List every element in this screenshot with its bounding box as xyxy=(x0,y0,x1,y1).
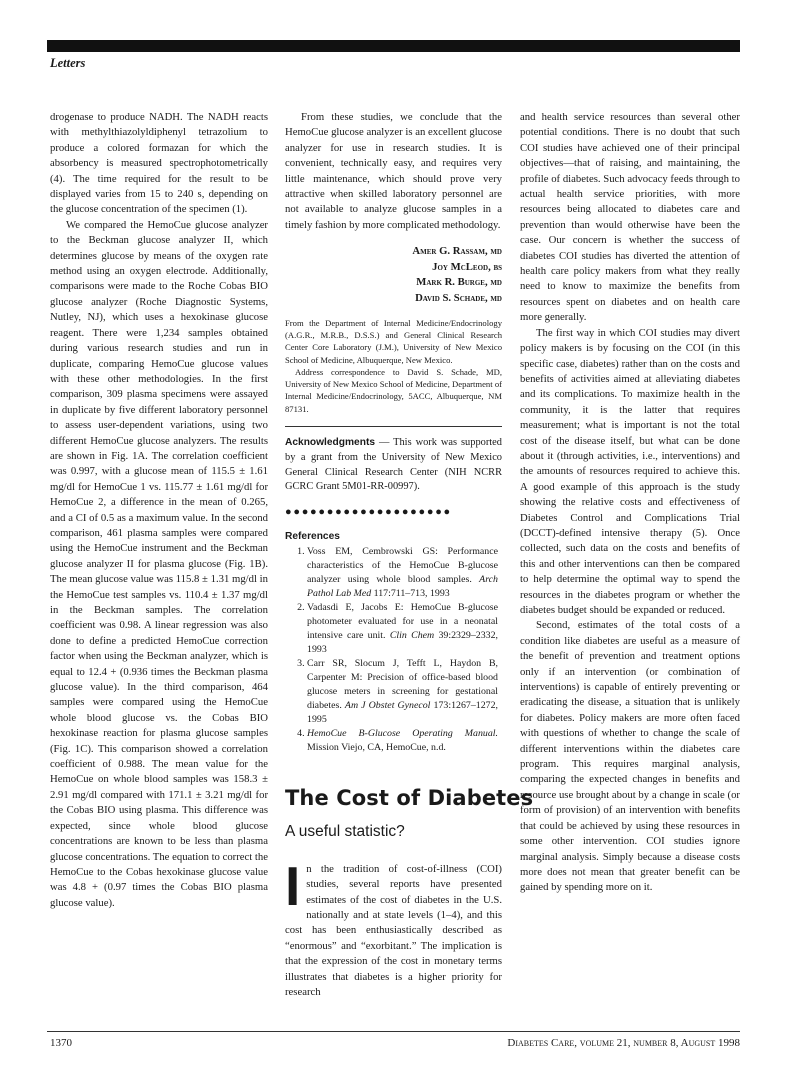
section-label: Letters xyxy=(50,56,86,70)
dot-divider: ●●●●●●●●●●●●●●●●●●●● xyxy=(285,506,452,519)
page-number: 1370 xyxy=(50,1037,72,1049)
reference-item: 3. Carr SR, Slocum J, Tefft L, Haydon B, Carpenter M: Precision of office-based blood glucose meters in screening for gestational diabetes. Am J Obstet Gynecol 173:1267–1272, 1995 xyxy=(307,657,502,727)
column-3 xyxy=(520,110,740,896)
references-list xyxy=(285,545,502,755)
journal-citation: Diabetes Care, volume 21, number 8, August 1998 xyxy=(507,1037,740,1049)
divider xyxy=(285,426,502,427)
author: David S. Schade, md xyxy=(415,292,502,305)
correspondence-text: Address correspondence to David S. Schade, MD, University of New Mexico School of Medicine, Department of Internal Medicine/Endocrinology, 5ACC, Albuquerque, NM 87131. xyxy=(285,366,502,414)
author-list xyxy=(285,244,502,306)
reference-item: 1. Voss EM, Cembrowski GS: Performance characteristics of the HemoCue B-glucose analyzer using whole blood samples. Arch Pathol Lab Med 117:711–713, 1993 xyxy=(307,545,502,601)
column-2 xyxy=(285,110,534,1000)
drop-cap: I xyxy=(285,854,301,917)
article-title: The Cost of Diabetes xyxy=(285,786,534,810)
article-subtitle: A useful statistic? xyxy=(285,823,405,841)
references-heading: References xyxy=(285,530,340,542)
paragraph: We compared the HemoCue glucose analyzer to the Beckman glucose analyzer II, which determines glucose by means of the oxygen rate method using an oxygen electrode. Additionally, comparisons were made to the Roche Cobas BIO glucose analyzer (Roche Diagnostic Systems, Nutley, NJ), which uses a hexokinase glucose reagent. There were 1,234 samples obtained during various research studies and run in duplicate, comparing HemoCue glucose values with these other methodologies. In the first comparison, 309 plasma specimens were assayed in duplicate by five different laboratory personnel to assess user-dependent variations, using two different HemoCue glucose analyzers. The results are shown in Fig. 1A. The correlation coefficient was 0.997, with a glucose mean of 115.5 ± 1.61 mg/dl for HemoCue 1 vs. 115.77 ± 1.61 mg/dl for HemoCue 2, a difference in the mean of 0.265, and a CI of 0.5 as a maximum value. In the second comparison, 461 plasma samples were compared using the HemoCue instrument and the Beckman glucose analyzer II for plasma glucose (Fig. 1B). The mean glucose value was 115.8 ± 1.31 mg/dl in the HemoCue test samples vs. 110.4 ± 1.37 mg/dl in the Beckman samples. The correlation coefficient was 0.98. A linear regression was also done to define a predicted HemoCue correction factor when using the Beckman analyzer, which is equal to 12.4 + (0.936 times the Beckman plasma glucose value). In the third comparison, 464 samples were compared using the HemoCue whole blood glucose vs. the Cobas BIO hexokinase reaction for plasma glucose samples (Fig. 1C). This comparison showed a correlation coefficient of 0.988. The mean value for the HemoCue on whole blood samples was 158.3 ± 2.91 mg/dl compared with 171.1 ± 3.21 mg/dl for the Cobas BIO using plasma. This difference was expected, since whole blood glucose concentrations are known to be less than plasma glucose concentrations. The equation to correct the HemoCue to the Cobas hexokinase glucose value was 4.8 + (0.97 times the Cobas BIO plasma glucose value). xyxy=(50,218,268,909)
acknowledgments-heading: Acknowledgments xyxy=(285,437,376,448)
paragraph: The first way in which COI studies may divert policy makers is by focusing on the COI (in this specific case, diabetes) rather than on the costs and benefits of activities aimed at alleviating diabetes and its complications. To maximize health in the community, it is the latter that requires measurement; what is important is not the total cost of the disease itself, but what can be done about it (through activities, i.e., interventions) and the amounts of resources required to achieve this. A good example of this approach is the study showing the relative costs and effectiveness of Diabetes Control and Complications Trial (DCCT)-defined intensive therapy (5). Once collected, such data on the costs and benefits of this and other interventions can then be compared to help determine the optimal way to spend the resources in the diabetes program or whether the diabetes budget should be expanded or reduced. xyxy=(520,326,740,616)
acknowledgments-text: This work was supported by a grant from the University of New Mexico General Clinical Research Center (NIH NCRR GCRC Grant 5M01-RR-00997). xyxy=(285,437,502,493)
paragraph: From these studies, we conclude that the HemoCue glucose analyzer is an excellent glucose analyzer for use in research studies. It is convenient, technically easy, and requires very little maintenance, which should prove very attractive when skilled laboratory personnel are not available to analyze glucose samples in a timely fashion by more complicated methodology. xyxy=(285,111,502,231)
paragraph: and health service resources than several other potential conditions. There is no doubt that such COI studies have achieved one of their principal objectives—that of raising, and maintaining, the profile of diabetes. Such advocacy feeds through to actual health service priorities, with more resources being allocated to diabetes care and prevention than would otherwise have been the case. Our concern is whether the success of diabetes COI studies has diverted the attention of health care policy makers from what they really need to know to maximize the benefits from resources spent on diabetes and on health care more generally. xyxy=(520,111,740,324)
reference-item: 4. HemoCue B-Glucose Operating Manual. Mission Viejo, CA, HemoCue, n.d. xyxy=(307,727,502,755)
author: Amer G. Rassam, md xyxy=(412,245,502,258)
intro-paragraph: In the tradition of cost-of-illness (COI) studies, several reports have presented estimates of the cost of diabetes in the U.S. nationally and at state levels (1–4), and this cost has been enthusiastically described as “enormous” and “exorbitant.” The implication is that the expression of the cost in monetary terms illustrates that diabetes is a higher priority for research xyxy=(285,854,502,999)
paragraph: Second, estimates of the total costs of a condition like diabetes are useful as a measure of the benefit of prevention and treatment options only if an intervention (or combination of interventions) is capable of entirely preventing or eradicating the disease, a situation that is unlikely for diabetes. Policy makers are more often faced with questions of whether to change the scale of different interventions within the diabetes care program. This requires marginal analysis, comparing the expected changes in benefits and resource use brought about by a change in scale (or form of provision) of an intervention with benefits that could be achieved by using these resources in some other intervention. COI studies ignore marginal analysis. Simply because a disease costs more does not mean that greater benefit can be gained by spending more on it. xyxy=(520,619,740,894)
acknowledgments: Acknowledgments — This work was supported by a grant from the University of New Mexico General Clinical Research Center (NIH NCRR GCRC Grant 5M01-RR-00997). xyxy=(285,437,502,493)
author: Mark R. Burge, md xyxy=(416,276,502,289)
affiliation-text: From the Department of Internal Medicine/Endocrinology (A.G.R., M.R.B., D.S.S.) and General Clinical Research Center Core Laboratory (J.M.), University of New Mexico School of Medicine, Albuquerque, New Mexico. xyxy=(285,317,502,365)
reference-item: 2. Vadasdi E, Jacobs E: HemoCue B-glucose photometer evaluated for use in a neonatal intensive care unit. Clin Chem 39:2329–2332, 1993 xyxy=(307,601,502,657)
paragraph: drogenase to produce NADH. The NADH reacts with methylthiazolyldiphenyl tetrazolium to produce a colored formazan for which the absorbency is measured spectrophotometrically (4). The time required for the result to be displayed varies from 15 to 240 s, depending on the glucose concentration of the specimen (1). xyxy=(50,111,268,216)
author: Joy McLeod, bs xyxy=(432,260,502,273)
footer-divider xyxy=(47,1031,740,1032)
column-1 xyxy=(50,110,268,911)
header-bar xyxy=(47,40,740,52)
affiliation xyxy=(285,317,502,415)
